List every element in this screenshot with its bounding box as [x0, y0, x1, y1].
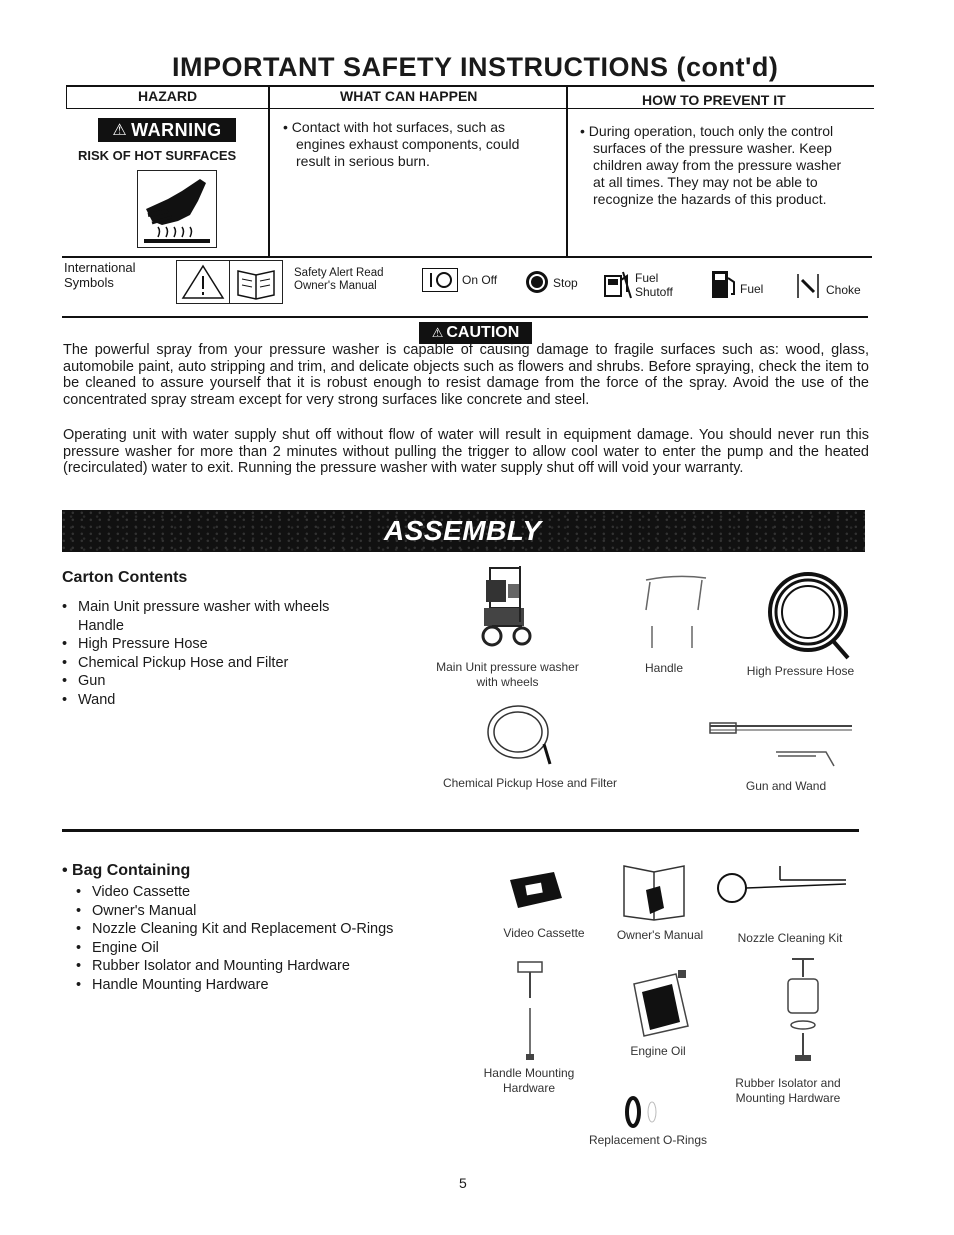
caption-main-unit: Main Unit pressure washer with wheels [436, 660, 579, 689]
engine-oil-icon [626, 970, 696, 1042]
table-divider-1 [268, 86, 270, 256]
carton-contents-list [62, 598, 329, 710]
list-item: • Nozzle Cleaning Kit and Replacement O-Rings [76, 920, 393, 939]
what-can-happen-text: • Contact with hot surfaces, such as engines exhaust components, could result in serious burn. [283, 119, 520, 169]
fuel-pump-icon [710, 268, 738, 300]
open-book-icon [230, 261, 282, 303]
list-item: • Wand [62, 691, 329, 710]
caption-gun-and-wand: Gun and Wand [745, 779, 827, 793]
rubber-isolator-icon [780, 955, 826, 1067]
handle-icon [636, 570, 716, 650]
alert-read-label: Safety Alert Read Owner's Manual [294, 267, 384, 292]
alert-triangle-icon [177, 261, 229, 303]
list-item: • High Pressure Hose [62, 635, 329, 654]
caption-video-cassette: Video Cassette [503, 926, 585, 940]
caution-triangle-icon: ⚠ [431, 325, 444, 340]
how-to-prevent-text: • During operation, touch only the control surfaces of the pressure washer. Keep children away from the pressure washer at all times. They may not be able to recognize the hazards of this product. [580, 123, 842, 207]
choke-icon [796, 272, 822, 300]
caption-replacement-o-rings: Replacement O-Rings [588, 1133, 708, 1147]
list-item: • Engine Oil [76, 939, 393, 958]
owners-manual-icon [620, 860, 692, 922]
caution-paragraph-1: The powerful spray from your pressure washer is capable of causing damage to fragile surfaces such as: wood, glass, automobile paint, auto stripping and trim, and delicate objects such as flowers and shrubs. Before spraying, check the item to be cleaned to assure yourself that it is robust enough to resist damage from the force of the spray. Avoid the use of the concentrated spray stream except for very strong surfaces like concrete and steel. [63, 342, 869, 408]
list-item: • Handle Mounting Hardware [76, 976, 393, 995]
caption-high-pressure-hose: High Pressure Hose [746, 664, 855, 678]
section-divider [62, 829, 859, 832]
hot-surface-pictogram [137, 170, 217, 248]
caption-engine-oil: Engine Oil [630, 1044, 686, 1058]
page-title: IMPORTANT SAFETY INSTRUCTIONS (cont'd) [172, 52, 779, 82]
risk-label: RISK OF HOT SURFACES [78, 148, 237, 163]
caution-badge [419, 322, 532, 344]
fuel-shutoff-icon [603, 270, 633, 300]
list-item: • Video Cassette [76, 883, 393, 902]
caption-chemical-hose: Chemical Pickup Hose and Filter [442, 776, 618, 790]
list-item: • Main Unit pressure washer with wheels [62, 598, 329, 617]
list-item: Handle [78, 617, 124, 634]
header-what-can-happen: WHAT CAN HAPPEN [340, 88, 478, 104]
on-off-icon [423, 269, 457, 291]
caution-paragraph-2: Operating unit with water supply shut off without flow of water will result in equipment damage. You should never run this pressure washer for more than 2 minutes without pulling the trigger to allow cool water to enter the pump and the heated (recirculated) water to exit. Running the pressure washer with water supply shut off will void your warranty. [63, 427, 869, 476]
hot-surface-hand-icon [138, 171, 216, 247]
caption-nozzle-cleaning-kit: Nozzle Cleaning Kit [737, 931, 843, 945]
nozzle-cleaning-kit-icon [714, 862, 850, 908]
caption-rubber-isolator: Rubber Isolator and Mounting Hardware [735, 1076, 841, 1105]
bag-containing-heading: • Bag Containing [62, 862, 191, 879]
international-symbols-label: International Symbols [64, 260, 136, 290]
table-left-border [66, 86, 67, 108]
gun-and-wand-icon [706, 714, 856, 774]
table-header-rule [66, 108, 874, 109]
o-rings-icon [622, 1092, 662, 1132]
video-cassette-icon [506, 868, 566, 916]
list-item: • Owner's Manual [76, 902, 393, 921]
warning-badge [98, 118, 236, 142]
stop-icon [525, 270, 549, 294]
fuel-label: Fuel [740, 282, 764, 296]
choke-label: Choke [826, 283, 861, 297]
caption-handle-mounting-hardware: Handle Mounting Hardware [483, 1066, 575, 1095]
header-hazard: HAZARD [138, 88, 198, 104]
assembly-title: ASSEMBLY [384, 515, 542, 546]
warning-triangle-icon: ⚠ [112, 122, 128, 139]
table-divider-2 [566, 86, 568, 256]
table-top-rule [66, 85, 874, 87]
fuel-shutoff-label: Fuel Shutoff [635, 271, 673, 299]
caution-label: CAUTION [446, 324, 520, 341]
read-manual-symbol [229, 260, 283, 304]
symbols-bottom-rule [62, 316, 868, 318]
list-item: • Chemical Pickup Hose and Filter [62, 654, 329, 673]
symbols-top-rule [62, 256, 872, 258]
high-pressure-hose-icon [760, 568, 856, 664]
stop-label: Stop [553, 276, 578, 290]
caption-handle: Handle [644, 661, 684, 675]
carton-contents-heading: Carton Contents [62, 569, 188, 586]
header-how-to-prevent: HOW TO PREVENT IT [642, 92, 786, 108]
on-off-label: On Off [462, 273, 498, 287]
on-off-symbol [422, 268, 458, 292]
pressure-washer-icon [472, 562, 542, 654]
list-item: • Rubber Isolator and Mounting Hardware [76, 957, 393, 976]
page-number: 5 [459, 1175, 467, 1191]
caption-owners-manual: Owner's Manual [616, 928, 704, 942]
list-item: • Gun [62, 672, 329, 691]
handle-mounting-hardware-icon [510, 958, 550, 1068]
bag-contents-list [76, 883, 393, 995]
chemical-pickup-hose-icon [478, 700, 558, 772]
safety-alert-symbol [176, 260, 230, 304]
warning-label: WARNING [131, 119, 222, 140]
